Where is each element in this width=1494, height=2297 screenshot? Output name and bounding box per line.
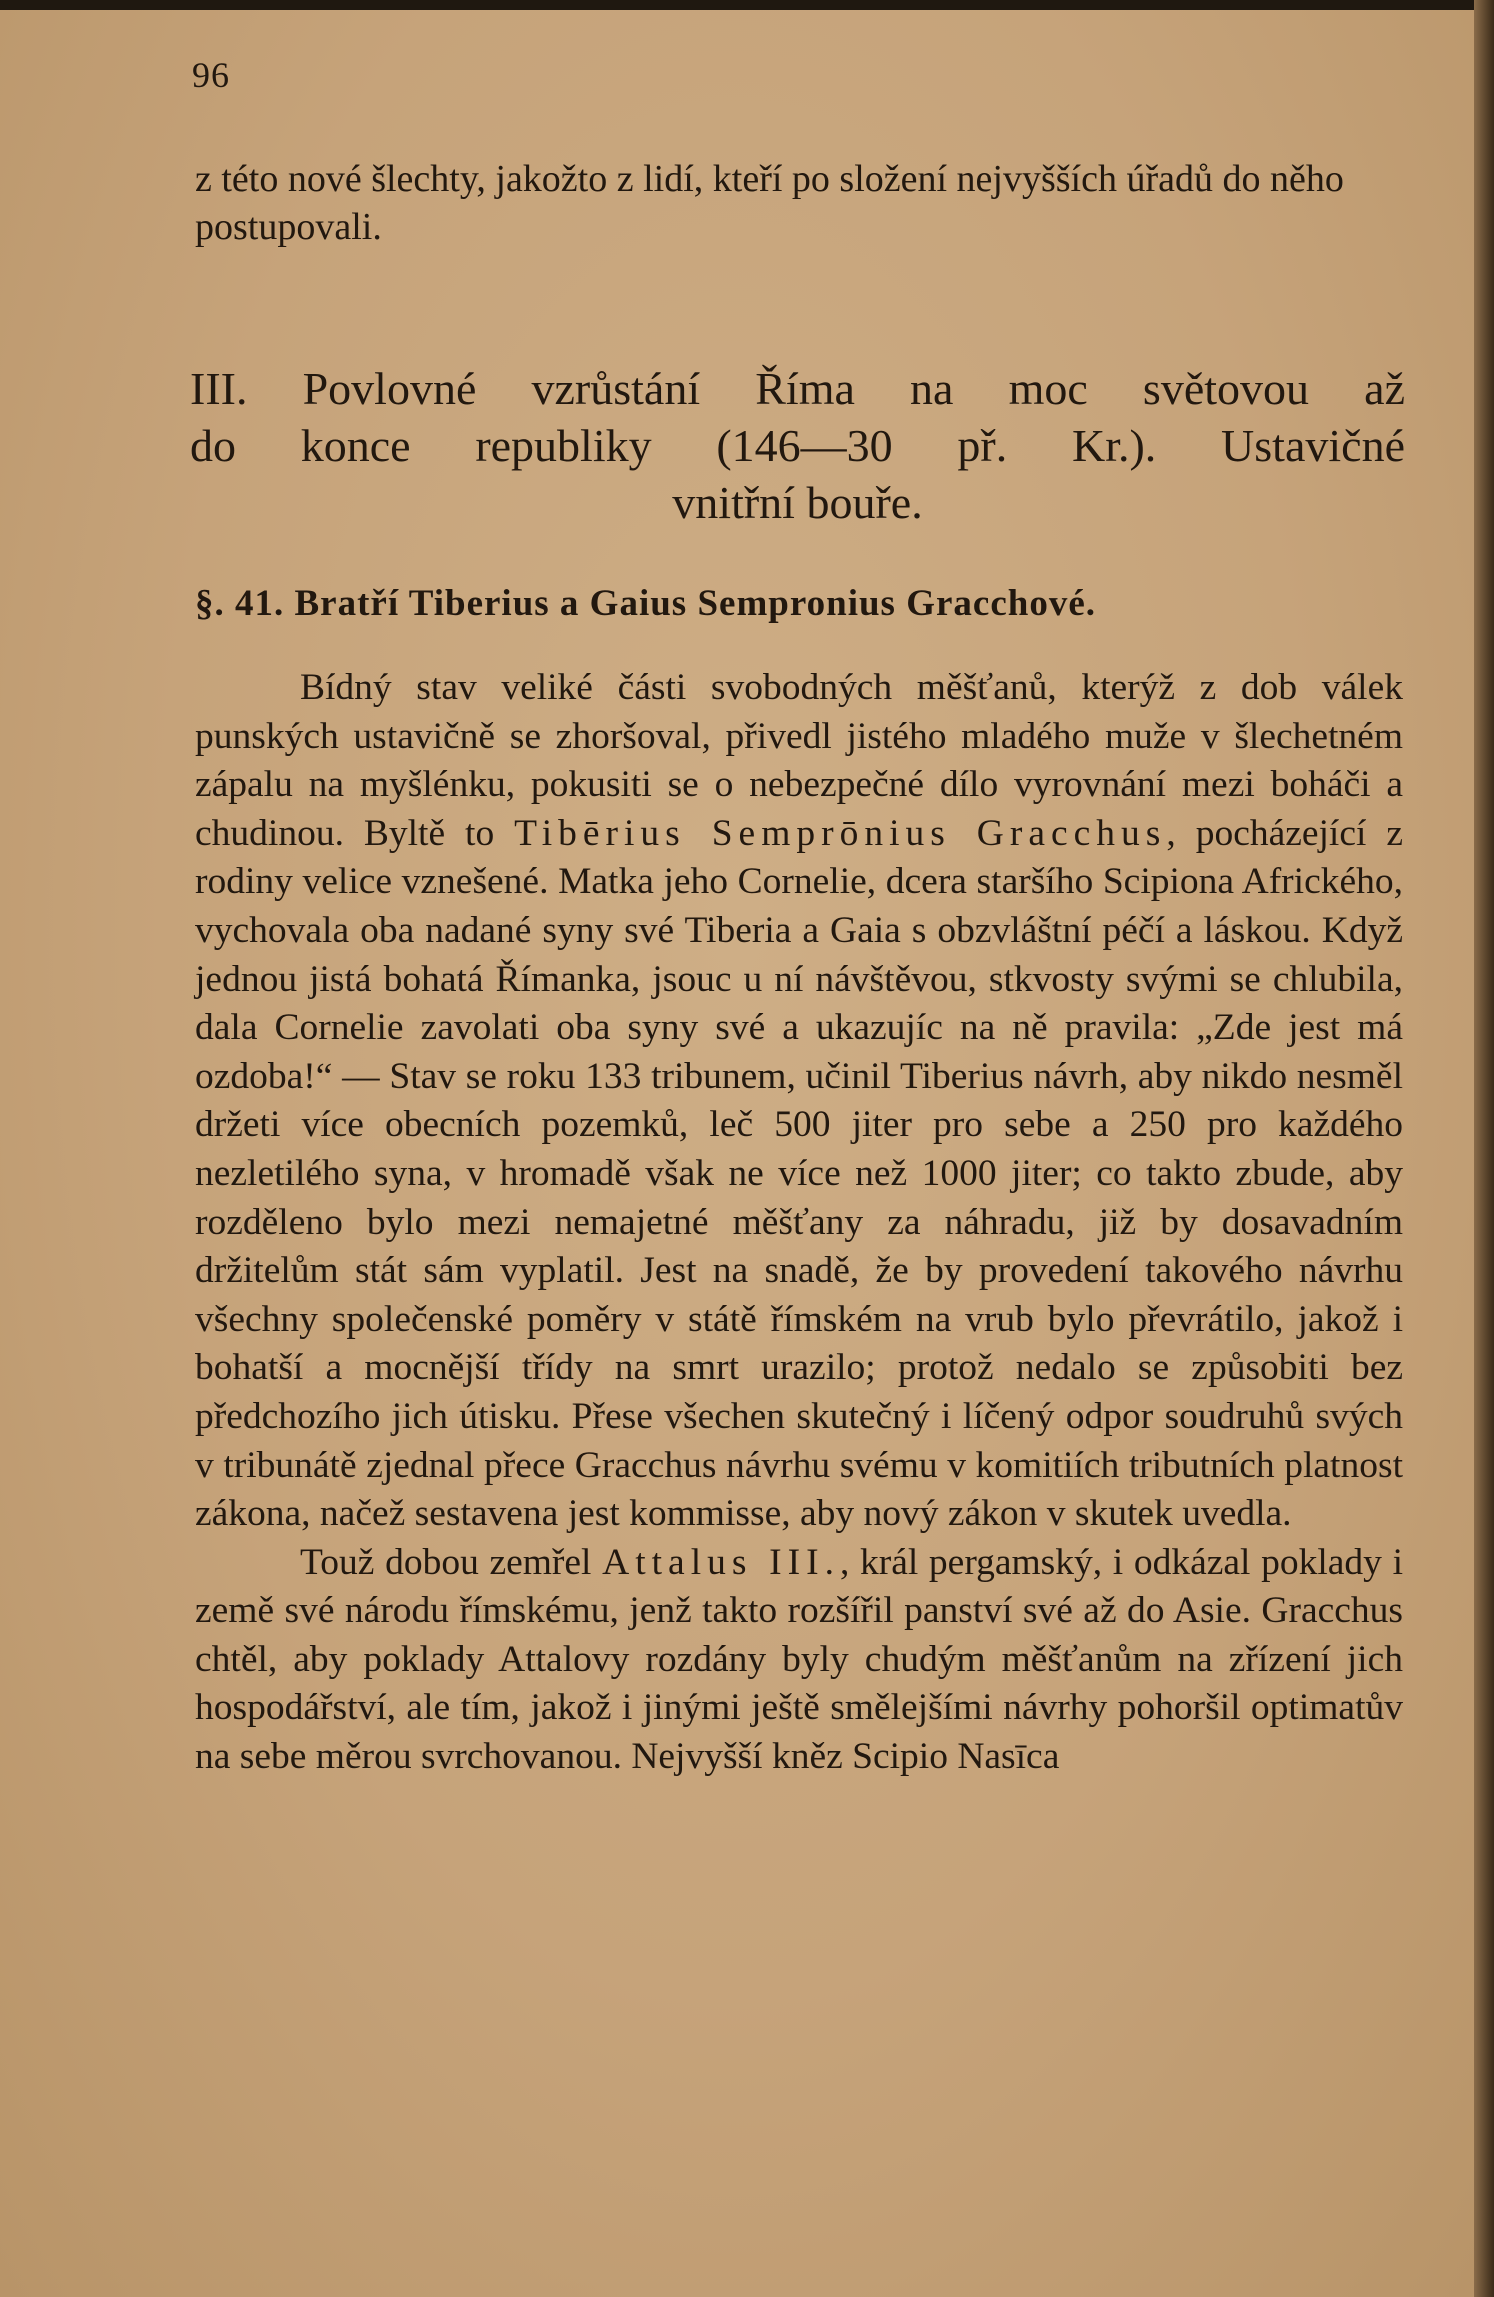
chapter-heading-line-3: vnitřní bouře. [672, 477, 923, 528]
chapter-heading [190, 360, 1405, 531]
paragraph-2-text-b: , král pergamský, i odkázal poklady i země své národu římskému, jenž takto rozšířil panství své až do Asie. Gracchus chtěl, aby poklady Attalovy rozdány byly chudým měšťanům na zřízení jich hospodářství, ale tím, jakož i jinými ještě smělejšími návrhy pohoršil optimatův na sebe měrou svrchovanou. Nejvyšší kněz Scipio Nasīca [195, 1541, 1403, 1778]
paragraph-1-text-b: , pocházející z rodiny velice vznešené. Matka jeho Cornelie, dcera staršího Scipiona Afrického, vychovala oba nadané syny své Tiberia a Gaia s obzvláštní péčí a láskou. Když jednou jistá bohatá Římanka, jsouc u ní návštěvou, stkvosty svými se chlubila, dala Cornelie zavolati oba syny své a ukazujíc na ně pravila: „Zde jest má ozdoba!“ — Stav se roku 133 tribunem, učinil Tiberius návrh, aby nikdo nesměl držeti více obecních pozemků, leč 500 jiter pro sebe a 250 pro každého nezletilého syna, v hromadě však ne více než 1000 jiter; co takto zbude, aby rozděleno bylo mezi nemajetné měšťany za náhradu, již by dosavadním držitelům stát sám vyplatil. Jest na snadě, že by provedení takového návrhu všechny společenské poměry v státě římském na vrub bylo převrátilo, jakož i bohatší a mocnější třídy na smrt urazilo; protož nedalo se způsobiti bez předchozího jich útisku. Přese všechen skutečný i líčený odpor soudruhů svých v tribunátě zjednal přece Gracchus návrhu svému v komitiích tributních platnost zákona, načež sestavena jest kommisse, aby nový zákon v skutek uvedla. [195, 812, 1403, 1535]
section-title: §. 41. Bratří Tiberius a Gaius Sempronius Gracchové. [195, 583, 1096, 624]
chapter-heading-line-1: III. Povlovné vzrůstání Říma na moc světovou až [190, 363, 1405, 414]
page-number: 96 [192, 55, 230, 95]
paragraph-2-text-a: Touž dobou zemřel [300, 1541, 603, 1583]
paragraph-1-text-a: Bídný stav veliké části svobodných měšťanů, kterýž z dob válek punských ustavičně se zhoršoval, přivedl jistého mladého muže v šlechetném zápalu na myšlénku, pokusiti se o nebezpečné dílo vyrovnání mezi boháči a chudinou. Byltě to [195, 667, 1403, 854]
page-edge [1474, 0, 1494, 2297]
book-page [0, 10, 1474, 2297]
paragraph-1 [195, 664, 1403, 1539]
paragraph-2 [195, 1539, 1403, 1782]
body-text [195, 664, 1403, 1782]
spaced-name-attalus: Attalus III. [602, 1541, 840, 1583]
intro-paragraph: z této nové šlechty, jakožto z lidí, kteří po složení nejvyšších úřadů do něho postupovali. [195, 158, 1344, 248]
chapter-heading-line-2: do konce republiky (146—30 př. Kr.). Ustavičné [190, 420, 1405, 471]
spaced-name-tiberius: Tibērius Semprōnius Gracchus [514, 812, 1167, 854]
